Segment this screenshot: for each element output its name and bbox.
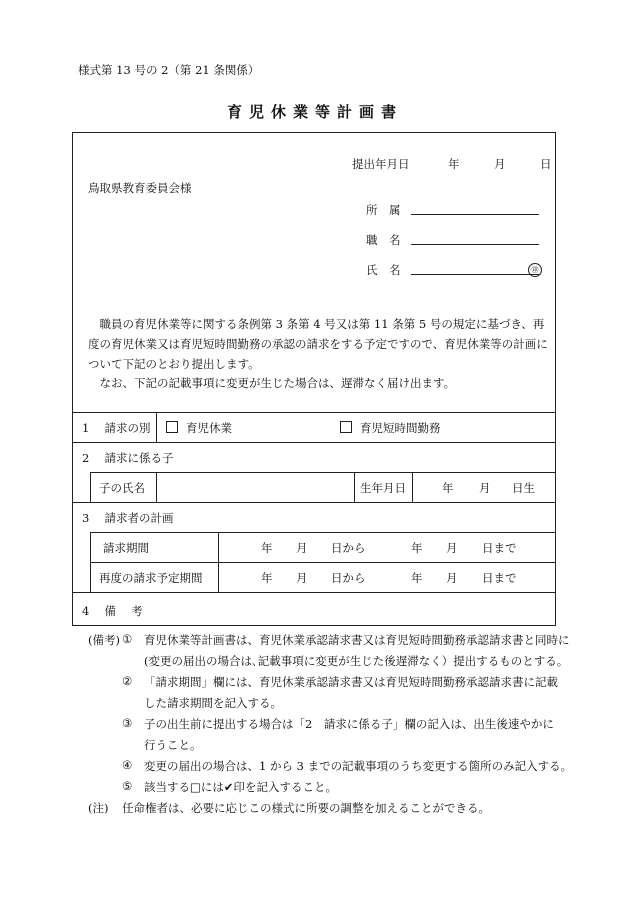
repeat-to-day: 日まで <box>482 571 517 585</box>
seal-mark: ㊞ <box>528 261 542 277</box>
checkbox-short-hours[interactable] <box>340 421 352 433</box>
body-paragraph: 職員の育児休業等に関する条例第 3 条第 4 号又は第 11 条第 5 号の規定に基づき、再度の育児休業又は育児短時間勤務の承認の請求をする予定ですので、育児休業等の計画について下記のとおり提出します。 <box>88 317 548 371</box>
note-5-line-1: 該当する□には✔印を記入すること。 <box>144 780 337 794</box>
note-2-number: ② <box>122 674 133 688</box>
period-from-day: 日から <box>331 541 366 555</box>
document-title: 育児休業等計画書 <box>226 103 403 121</box>
note-2-line-2: した請求期間を記入する。 <box>144 696 282 710</box>
note-1-number: ① <box>122 632 133 646</box>
table-line <box>354 472 355 502</box>
position-label: 職 名 <box>366 233 401 247</box>
table-line <box>90 532 91 592</box>
caution-text: 任命権者は、必要に応じこの様式に所要の調整を加えることができる。 <box>122 801 490 815</box>
child-name-label: 子の氏名 <box>99 481 145 495</box>
name-label: 氏 名 <box>366 263 401 277</box>
note-5-number: ⑤ <box>122 779 133 793</box>
period-to-day: 日まで <box>482 541 517 555</box>
birth-month: 月 <box>479 481 491 495</box>
birth-year: 年 <box>442 481 454 495</box>
affiliation-field[interactable] <box>411 201 539 215</box>
position-field[interactable] <box>411 231 539 245</box>
affiliation-label: 所 属 <box>366 203 401 217</box>
child-name-field[interactable] <box>162 476 350 498</box>
birth-date-label: 生年月日 <box>360 481 406 495</box>
period-from-month: 月 <box>296 541 308 555</box>
caution-prefix: (注) <box>88 801 109 815</box>
period-to-year: 年 <box>411 541 423 555</box>
submission-date-year: 年 <box>448 157 460 171</box>
section-3-label: 3 請求者の計画 <box>82 511 174 525</box>
repeat-to-month: 月 <box>446 571 458 585</box>
repeat-to-year: 年 <box>411 571 423 585</box>
section-4-label: 4 備 考 <box>82 604 143 618</box>
note-4-number: ④ <box>122 758 133 772</box>
note-3-line-2: 行うこと。 <box>144 738 202 752</box>
period-from-year: 年 <box>261 541 273 555</box>
table-line <box>90 532 556 533</box>
checkbox-childcare-leave[interactable] <box>166 421 178 433</box>
repeat-from-day: 日から <box>331 571 366 585</box>
note-1-line-2: (変更の届出の場合は､記載事項に変更が生じた後遅滞なく）提出するものとする。 <box>144 654 569 668</box>
table-line <box>90 472 91 502</box>
body-note: なお、下記の記載事項に変更が生じた場合は、遅滞なく届け出ます。 <box>88 376 456 390</box>
form-number: 様式第 13 号の 2（第 21 条関係） <box>78 63 260 77</box>
submission-date-month: 月 <box>494 157 506 171</box>
addressee: 鳥取県教育委員会様 <box>88 181 192 195</box>
option-short-hours[interactable]: 育児短時間勤務 <box>340 420 441 436</box>
repeat-period-label: 再度の請求予定期間 <box>99 571 203 585</box>
table-line <box>90 472 556 473</box>
table-line <box>72 412 556 413</box>
table-line <box>72 502 556 503</box>
note-4-line-1: 変更の届出の場合は、1 から 3 までの記載事項のうち変更する箇所のみ記入する。 <box>144 759 573 773</box>
note-3-line-1: 子の出生前に提出する場合は「2 請求に係る子」欄の記入は、出生後速やかに <box>144 717 554 731</box>
request-period-label: 請求期間 <box>103 541 149 555</box>
birth-day: 日生 <box>512 481 535 495</box>
section-1-label: 1 請求の別 <box>82 421 151 435</box>
repeat-from-month: 月 <box>296 571 308 585</box>
note-2-line-1: 「請求期間」欄には、育児休業承認請求書又は育児短時間勤務承認請求書に記載 <box>144 675 558 689</box>
name-field[interactable] <box>411 261 539 275</box>
submission-date-day: 日 <box>540 157 552 171</box>
option-childcare-leave[interactable]: 育児休業 <box>166 420 232 436</box>
table-line <box>412 472 413 502</box>
note-3-number: ③ <box>122 716 133 730</box>
section-2-label: 2 請求に係る子 <box>82 451 174 465</box>
table-line <box>90 562 556 563</box>
table-line <box>72 592 556 593</box>
repeat-from-year: 年 <box>261 571 273 585</box>
notes-prefix: (備考) <box>88 633 120 647</box>
submission-date-label: 提出年月日 <box>352 157 410 171</box>
table-line <box>156 472 157 502</box>
period-to-month: 月 <box>446 541 458 555</box>
table-line <box>156 412 157 442</box>
note-1-line-1: 育児休業等計画書は、育児休業承認請求書又は育児短時間勤務承認請求書と同時に <box>144 633 570 647</box>
table-line <box>72 442 556 443</box>
table-line <box>218 532 219 592</box>
